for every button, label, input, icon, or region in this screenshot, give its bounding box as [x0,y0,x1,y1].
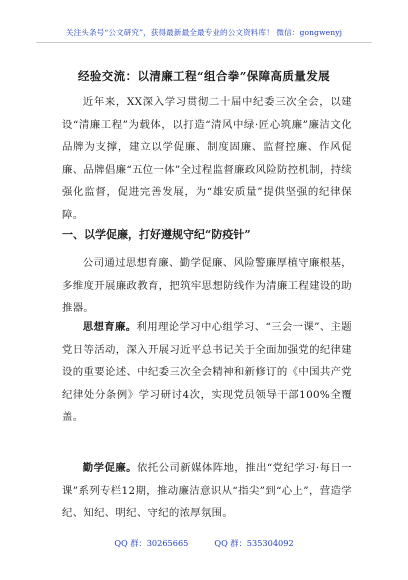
section1-intro-block [62,252,352,320]
item1-lead: 思想育廉。 [82,321,137,333]
footer-qq-group-1: QQ 群：30265665 [114,538,189,548]
item2-paragraph [62,457,352,525]
section1-intro-paragraph: 公司通过思想育廉、勤学促廉、风险警廉厚植守廉根基，多维度开展廉政教育，把筑牢思想防线作为清廉工程建设的助推器。 [62,257,352,315]
footer [0,538,408,549]
document-title: 经验交流：以清廉工程“组合拳”保障高质量发展 [77,69,331,83]
header-notice: 关注头条号“公文研究”，获得最新最全最专业的公文资料库！ 微信：gongwenyj [65,28,343,37]
item2-text: 依托公司新媒体阵地，推出“党纪学习·每日一课”系列专栏12期，推动廉洁意识从“指尖”到“心上”，营造学纪、知纪、明纪、守纪的浓厚氛围。 [62,462,352,520]
item1-block [62,316,352,429]
item2-lead: 勤学促廉。 [82,462,137,474]
intro-paragraph: 近年来，XX深入学习贯彻二十届中纪委三次全会，以建设“清廉工程”为载体，以打造“清风中绿·匠心筑廉”廉洁文化品牌为支撑，建立以学促廉、制度固廉、监督控廉、作风促廉、品牌倡廉“五位一体”全过程监督廉政风险防控机制，持续强化监督，促进完善发展，为“雄安质量”提供坚强的纪律保障。 [62,96,352,221]
footer-qq-group-2: QQ 群：535304092 [214,538,294,548]
item1-paragraph [62,316,352,429]
section-heading-1: 一、以学促廉，打好遵规守纪“防疫针” [62,228,251,241]
item2-block [62,457,352,525]
intro-paragraph-block [62,91,352,227]
item1-text: 利用理论学习中心组学习、“三会一课”、主题党日等活动，深入开展习近平总书记关于全面加强党的纪律建设的重要论述、中纪委三次全会精神和新修订的《中国共产党纪律处分条例》学习研讨4次，实现党员领导干部100%全覆盖。 [62,321,352,424]
header-divider [36,42,372,43]
